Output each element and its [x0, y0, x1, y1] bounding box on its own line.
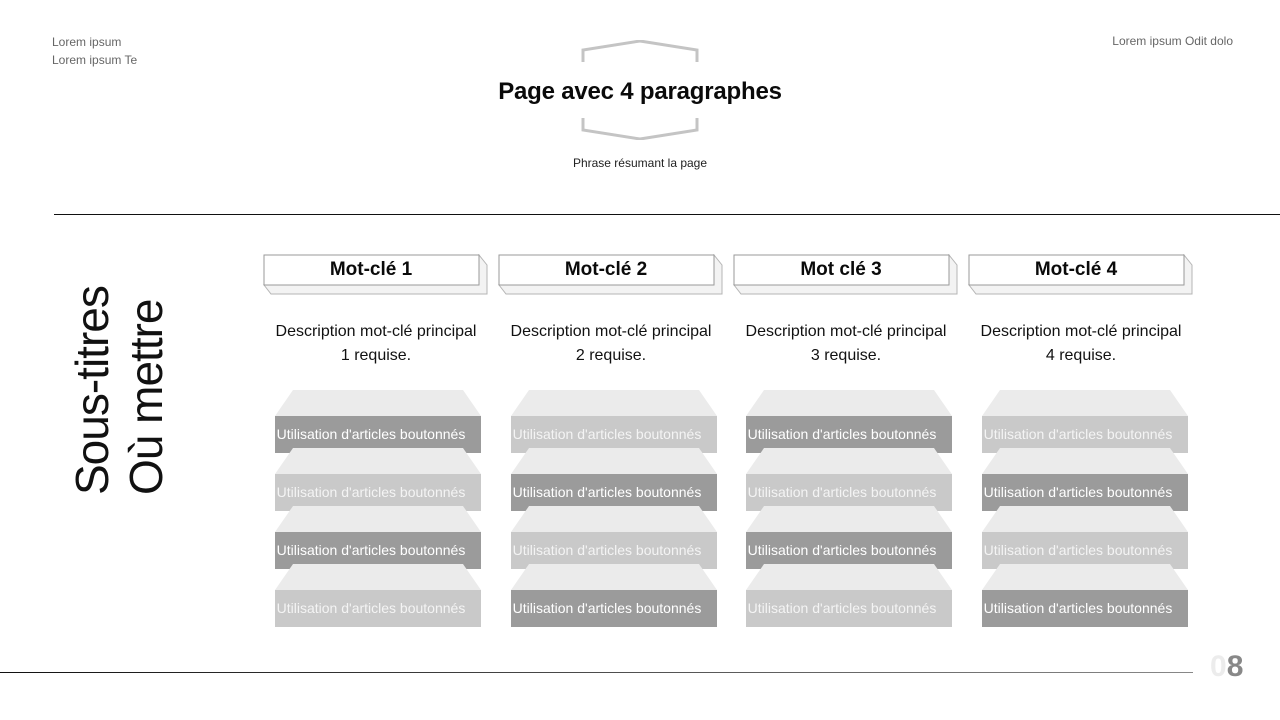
- stack-item-front: [275, 590, 481, 627]
- slab-top-face-icon: [275, 564, 481, 590]
- bottom-divider: [0, 672, 1193, 673]
- keyword-box: [498, 254, 724, 296]
- stack-item-front: [982, 590, 1188, 627]
- keyword-description: Description mot-clé principal 2 requise.: [510, 323, 712, 364]
- keyword-box: [733, 254, 959, 296]
- page-title: Page avec 4 paragraphes: [498, 78, 782, 105]
- slab-top-face-icon: [982, 448, 1188, 474]
- stack-item: [275, 390, 481, 448]
- slab-top-face-icon: [746, 448, 952, 474]
- side-title-line-2: Où mettre: [120, 299, 172, 495]
- stack-item: [511, 564, 717, 622]
- stack-item-label: Utilisation d'articles boutonnés: [747, 426, 937, 442]
- slab-top-face-icon: [746, 390, 952, 416]
- page-subtitle: Phrase résumant la page: [572, 156, 708, 170]
- stack-item: [275, 506, 481, 564]
- keyword-description: Description mot-clé principal 3 requise.: [745, 323, 947, 364]
- stack-item: [982, 564, 1188, 622]
- stack-item-front: [746, 590, 952, 627]
- layer-stack-2: [511, 390, 717, 622]
- stack-item-label: Utilisation d'articles boutonnés: [276, 484, 466, 500]
- keyword-box: [968, 254, 1194, 296]
- header-top-right: Lorem ipsum Odit dolo: [1112, 34, 1233, 48]
- keyword-description: Description mot-clé principal 1 requise.: [275, 323, 477, 364]
- top-left-line-2: Lorem ipsum Te: [52, 53, 138, 67]
- side-title: [65, 245, 175, 495]
- stack-item: [511, 506, 717, 564]
- stack-item: [746, 390, 952, 448]
- stack-item-label: Utilisation d'articles boutonnés: [983, 484, 1173, 500]
- stack-item-label: Utilisation d'articles boutonnés: [276, 426, 466, 442]
- stack-item-label: Utilisation d'articles boutonnés: [512, 542, 702, 558]
- stack-item-label: Utilisation d'articles boutonnés: [983, 426, 1173, 442]
- stack-item-label: Utilisation d'articles boutonnés: [276, 600, 466, 616]
- stack-item-label: Utilisation d'articles boutonnés: [276, 542, 466, 558]
- top-divider: [54, 214, 1280, 215]
- slab-top-face-icon: [746, 506, 952, 532]
- keyword-label: Mot clé 3: [800, 259, 882, 280]
- stack-item: [746, 448, 952, 506]
- keyword-column-2: [498, 254, 724, 368]
- stack-item: [275, 564, 481, 622]
- slab-top-face-icon: [511, 564, 717, 590]
- stack-item: [275, 448, 481, 506]
- stack-item-label: Utilisation d'articles boutonnés: [747, 542, 937, 558]
- top-left-line-1: Lorem ipsum: [52, 35, 122, 49]
- stack-item: [982, 390, 1188, 448]
- stack-item: [982, 448, 1188, 506]
- slab-top-face-icon: [982, 390, 1188, 416]
- stack-item-label: Utilisation d'articles boutonnés: [983, 600, 1173, 616]
- stack-item: [511, 390, 717, 448]
- keyword-box: [263, 254, 489, 296]
- layer-stack-1: [275, 390, 481, 622]
- page-number: [1210, 650, 1243, 684]
- slab-top-face-icon: [275, 390, 481, 416]
- keyword-label: Mot-clé 2: [564, 259, 648, 280]
- stack-item-label: Utilisation d'articles boutonnés: [747, 484, 937, 500]
- slab-top-face-icon: [982, 506, 1188, 532]
- stack-item: [746, 506, 952, 564]
- layer-stack-3: [746, 390, 952, 622]
- slab-top-face-icon: [746, 564, 952, 590]
- stack-item-label: Utilisation d'articles boutonnés: [512, 600, 702, 616]
- stack-item-front: [511, 590, 717, 627]
- stack-item: [511, 448, 717, 506]
- keyword-label: Mot-clé 4: [1034, 259, 1118, 280]
- stack-item-label: Utilisation d'articles boutonnés: [747, 600, 937, 616]
- layer-stack-4: [982, 390, 1188, 622]
- slab-top-face-icon: [275, 506, 481, 532]
- slab-top-face-icon: [511, 390, 717, 416]
- stack-item-label: Utilisation d'articles boutonnés: [983, 542, 1173, 558]
- stack-item: [746, 564, 952, 622]
- slab-top-face-icon: [511, 448, 717, 474]
- stack-item-label: Utilisation d'articles boutonnés: [512, 426, 702, 442]
- slab-top-face-icon: [511, 506, 717, 532]
- keyword-column-1: [263, 254, 489, 368]
- stack-item-label: Utilisation d'articles boutonnés: [512, 484, 702, 500]
- keyword-description: Description mot-clé principal 4 requise.: [980, 323, 1182, 364]
- keyword-column-3: [733, 254, 959, 368]
- slab-top-face-icon: [275, 448, 481, 474]
- keyword-column-4: [968, 254, 1194, 368]
- page-number-digit: 8: [1226, 650, 1244, 683]
- stack-item: [982, 506, 1188, 564]
- keyword-label: Mot-clé 1: [329, 259, 413, 280]
- header-top-left: [52, 33, 137, 69]
- side-title-line-1: Sous-titres: [66, 286, 118, 495]
- page-number-ghost-digit: 0: [1210, 650, 1227, 683]
- slab-top-face-icon: [982, 564, 1188, 590]
